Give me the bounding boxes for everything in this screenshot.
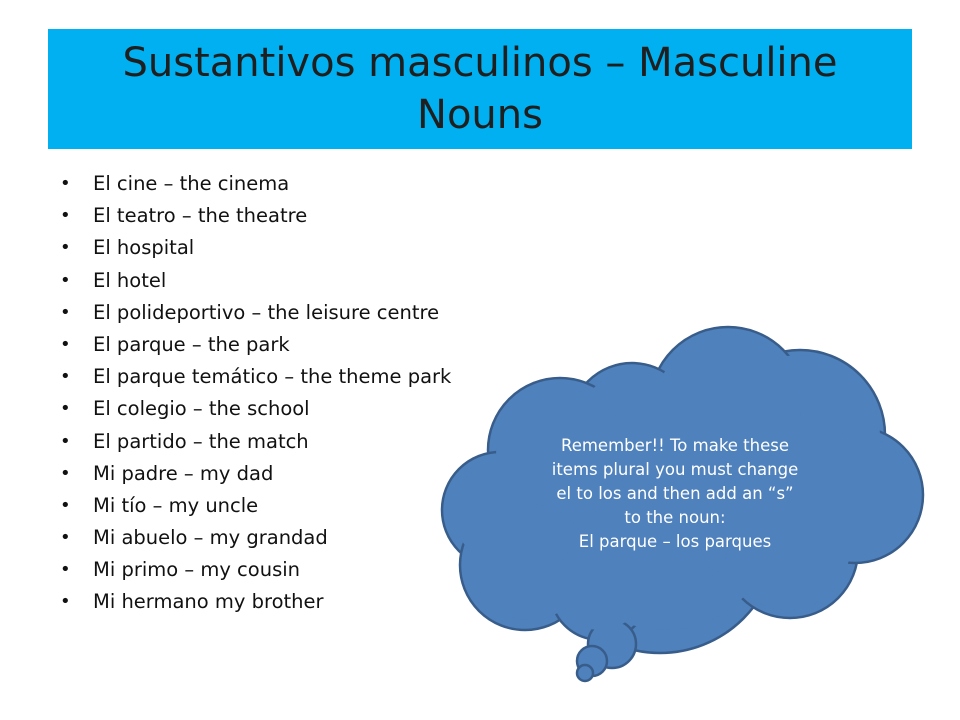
- list-item-text: Mi primo – my cousin: [93, 558, 301, 582]
- callout-line: El parque – los parques: [578, 532, 772, 551]
- bullet-icon: •: [60, 527, 71, 549]
- list-item-text: El parque temático – the theme park: [93, 365, 452, 389]
- list-item-text: El hospital: [93, 236, 195, 260]
- bullet-icon: •: [60, 237, 71, 259]
- bullet-icon: •: [60, 301, 71, 323]
- callout-line: el to los and then add an “s”: [556, 484, 794, 503]
- list-item-text: Mi tío – my uncle: [93, 493, 259, 517]
- callout-text: [505, 434, 845, 554]
- list-item-text: El colegio – the school: [93, 397, 310, 421]
- bullet-icon: •: [60, 591, 71, 613]
- bullet-icon: •: [60, 559, 71, 581]
- list-item-text: El cine – the cinema: [93, 172, 290, 195]
- bullet-icon: •: [60, 430, 71, 452]
- bullet-icon: •: [60, 398, 71, 420]
- bullet-icon: •: [60, 462, 71, 484]
- list-item-text: El hotel: [93, 268, 167, 292]
- list-item-text: El parque – the park: [93, 332, 290, 356]
- callout-line: items plural you must change: [551, 460, 799, 479]
- callout-line: Remember!! To make these: [560, 436, 790, 455]
- list-item-text: Mi abuelo – my grandad: [93, 526, 328, 550]
- list-item-text: El teatro – the theatre: [93, 204, 308, 228]
- bullet-icon: •: [60, 173, 71, 194]
- bullet-icon: •: [60, 366, 71, 388]
- list-item-text: El polideportivo – the leisure centre: [93, 300, 440, 324]
- list-item-text: Mi hermano my brother: [93, 590, 324, 614]
- bullet-icon: •: [60, 333, 71, 355]
- thought-bubble: [577, 665, 593, 681]
- callout-line: to the noun:: [624, 508, 726, 527]
- bullet-icon: •: [60, 494, 71, 516]
- bullet-icon: •: [60, 269, 71, 291]
- list-item-text: El partido – the match: [93, 429, 309, 453]
- bullet-icon: •: [60, 205, 71, 227]
- slide-title: Sustantivos masculinos – Masculine Nouns: [122, 40, 838, 138]
- list-item-text: Mi padre – my dad: [93, 461, 274, 485]
